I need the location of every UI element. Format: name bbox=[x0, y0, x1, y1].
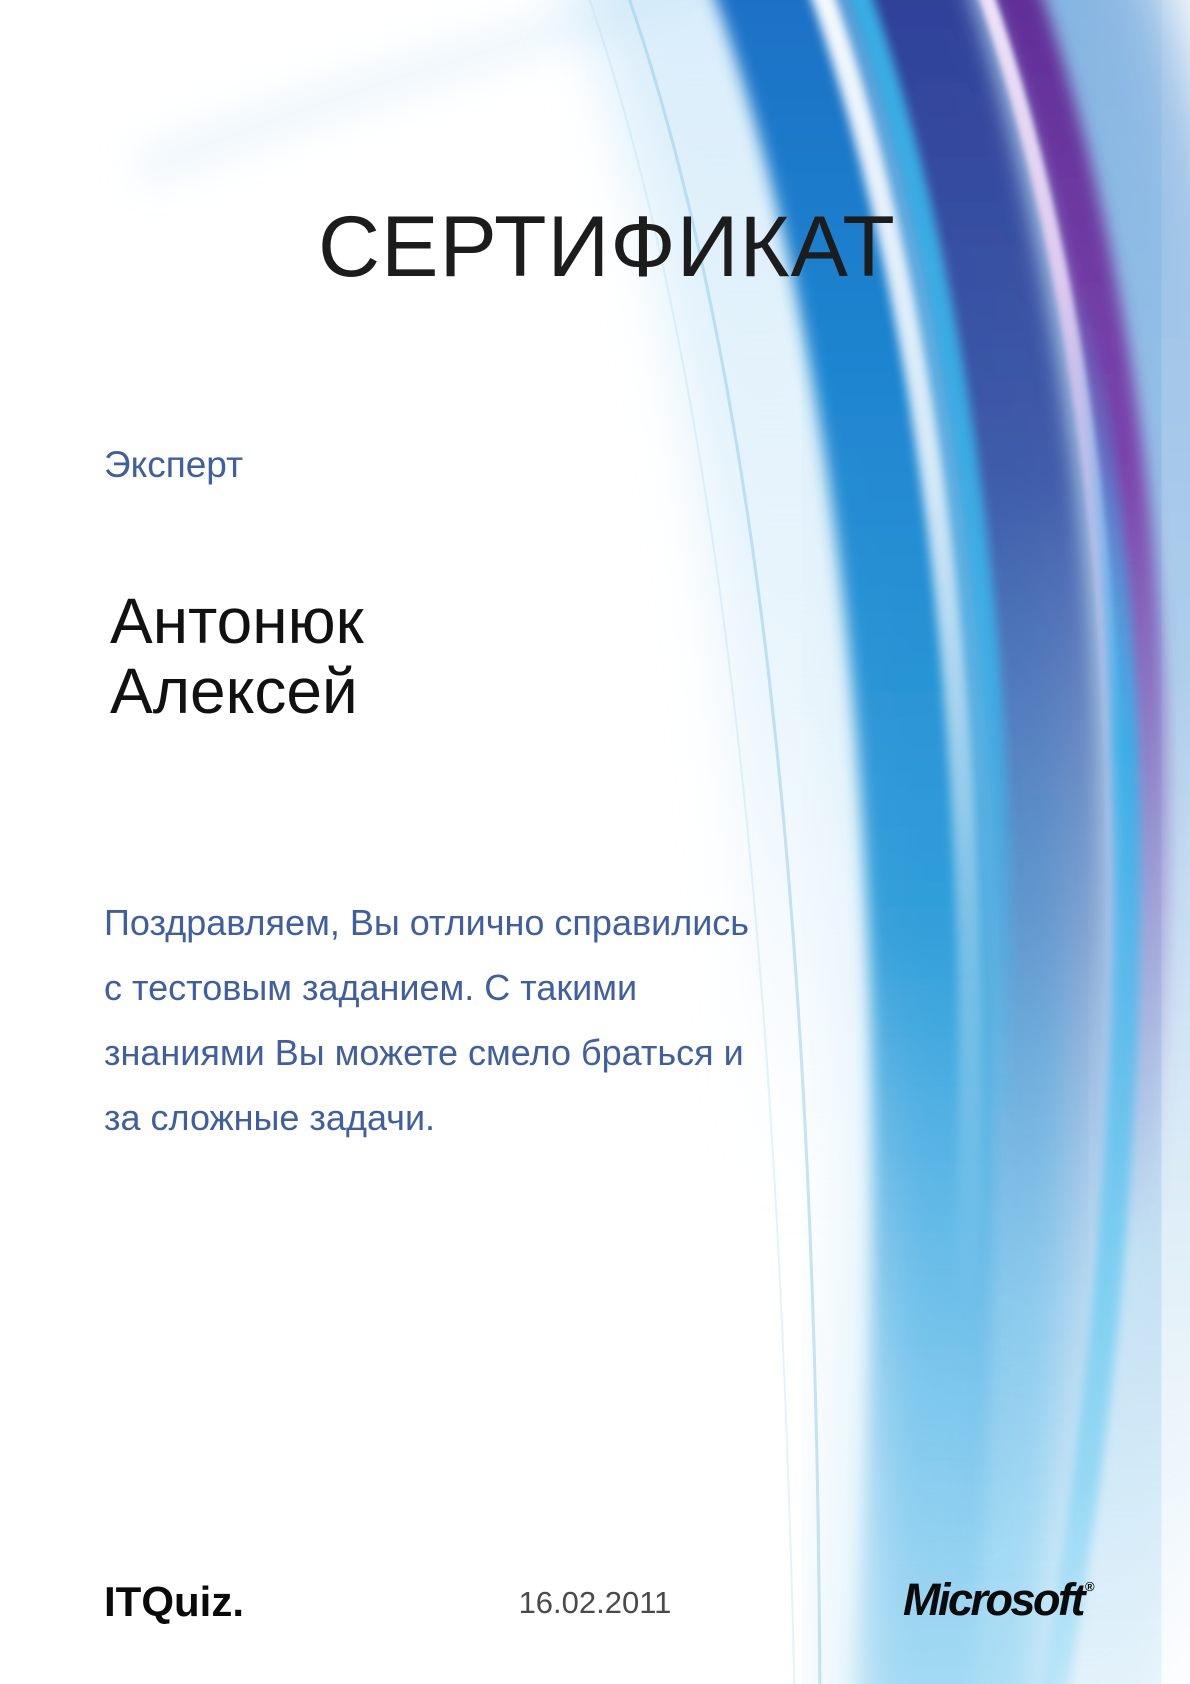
message-line: с тестовым заданием. С такими bbox=[104, 967, 638, 1008]
issue-date: 16.02.2011 bbox=[518, 1585, 672, 1620]
recipient-last-name: Антонюк bbox=[110, 585, 364, 657]
message-line: Поздравляем, Вы отлично справились bbox=[104, 902, 750, 943]
recipient-name bbox=[110, 586, 364, 726]
registered-trademark-mark: ® bbox=[1085, 1579, 1095, 1594]
message-line: за сложные задачи. bbox=[104, 1097, 436, 1138]
microsoft-logo bbox=[903, 1574, 1095, 1626]
message-line: знаниями Вы можете смело браться и bbox=[104, 1032, 744, 1073]
certificate-title: СЕРТИФИКАТ bbox=[318, 199, 896, 295]
microsoft-wordmark: Microsoft bbox=[903, 1574, 1083, 1625]
itquiz-logo: ITQuiz. bbox=[104, 1578, 244, 1625]
role-label: Эксперт bbox=[104, 444, 244, 485]
recipient-first-name: Алексей bbox=[110, 655, 358, 727]
congratulation-message bbox=[104, 890, 749, 1150]
